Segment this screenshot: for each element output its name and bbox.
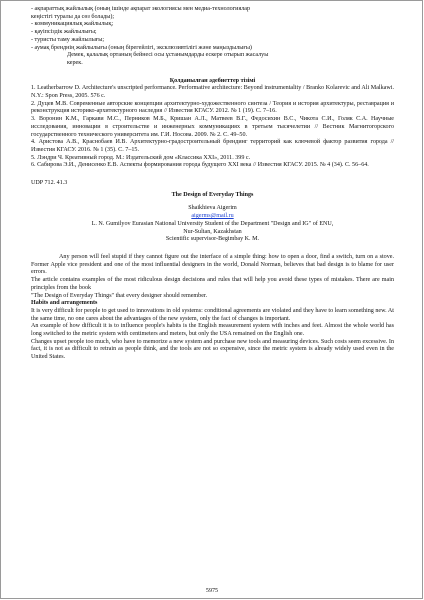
bullet-item: - туристы таму жайлылығы; xyxy=(31,36,105,43)
page-content xyxy=(31,6,394,362)
conclusion-line: керек. xyxy=(67,59,83,66)
bullet-item: - коммуникациялық жайлылық; xyxy=(31,21,114,28)
author-email-line xyxy=(31,213,394,221)
affiliation-line: Nur-Sultan, Kazakhstan xyxy=(183,228,242,235)
article-title: The Design of Everyday Things xyxy=(171,191,254,198)
reference-item: 4. Аристова А.В., Краснобаев И.В. Архитектурно-градостроительный брендинг территорий как ключевой фактор развития города // Известия КГАСУ. 2016. № 1 (35). С. 7–15. xyxy=(31,139,394,153)
reference-item: 6. Сабирова Э.И., Денисенко Е.В. Аспекты формирования города будущего XXI века // Известия КГАСУ. 2015. № 4 (34). С. 56–64. xyxy=(31,162,369,169)
intro-paragraph: The article contains examples of the most ridiculous design decisions and rules that will help you avoid these types of mistakes. There are main principles from the book xyxy=(31,277,394,291)
reference-item: 2. Дуцев М.В. Современные авторские концепции архитектурно-художественного синтеза / Теория и история архитектуры, реставрация и реконструкция историко-архитектурного наследия // Известия КГАСУ. 2012. № 1 (19). С. 7–16. xyxy=(31,100,394,115)
intro-paragraph: "The Design of Everyday Things" that every designer should remember. xyxy=(31,292,208,299)
reference-list xyxy=(31,85,394,170)
author-email-link[interactable]: aigerms@mail.ru xyxy=(191,213,234,220)
intro-paragraph: Any person will feel stupid if they cannot figure out the interface of a simple thing: how to open a door, find a switch, turn on a stove. Former Apple vice president and one of the most influential designers in the world, Donald Norman, believes that bad design is to blame for user errors. xyxy=(31,253,394,276)
bullet-item: - аумақ бренднің жайлылығы (оның бірегейлігі, эксклюзивтілігі және маңыздылығы) xyxy=(31,44,252,51)
bullet-item: - қауіпсіздік жайлылығы; xyxy=(31,29,97,36)
section-heading: Habits and arrangements xyxy=(31,300,98,307)
reference-item: 1. Leatherbarrow D. Architecture's unscripted performance. Performative architecture: Beyond instrumentality / Branko Kolarevic and Ali Malkawi. N.Y.: Spon Press, 2005. 576 с. xyxy=(31,85,394,100)
affiliation-line: L. N. Gumilyov Eurasian National University Student of the Department "Design and IG" of ENU, xyxy=(91,220,334,227)
bullet-item: кеңістігі туралы да сөз болады); xyxy=(31,13,115,20)
udc-code: UDP 712. 41.3 xyxy=(31,180,68,187)
body-paragraph: It is very difficult for people to get used to innovations in old systems: conditional agreements are violated and they have to learn something new. At the same time, no one cares about the advantages of the new system, only the fact of changes is important. xyxy=(31,307,394,322)
bullet-item: - ақпараттық жайлылық (оның ішінде ақпарат экологиясы мен медиа-технологиялар xyxy=(31,6,251,12)
body-paragraph: Changes upset people too much, who have to memorize a new system and purchase new tools and measuring devices. Such costs seem excessive. In fact, it is not as difficult to retrain as people think, and the tools are not so expensive, since the metric system is already widely used even in the United States. xyxy=(31,338,394,361)
supervisor-line: Scientific supervisor-Begimbay K. M. xyxy=(165,236,260,243)
references-heading: Қолданылған әдебиеттер тізімі xyxy=(169,77,256,84)
author-name: Shaikhieva Aigerim xyxy=(188,205,237,212)
reference-item: 3. Воронин К.М., Гаркави М.С., Перников М.Б., Кришан А.Л., Матвеев В.Г., Федосихин В.С., Чикота С.И., Голяк С.А. Научные исследования, инновации в строительстве и инженерных коммуникациях в третьем тысячелетии // Вестник Магнитогорского государственного технического университета им. Г.И. Носова. 2009. № 2. С. 49–50. xyxy=(31,116,394,138)
page-number: 5975 xyxy=(205,588,219,594)
reference-item: 5. Лэндри Ч. Креативный город. М.: Издательский дом «Классика XXI», 2011. 399 с. xyxy=(31,154,251,161)
bullet-list xyxy=(31,6,394,68)
conclusion-line: Демек, қалалық ортаның бейнесі осы ұстанымдарды ескере отырып жасалуы xyxy=(67,52,269,59)
body-paragraph: An example of how difficult it is to influence people's habits is the English measurement system with inches and feet. Almost the whole world has long switched to the metric system with centimeters and meters, but only the USA remained on the English one. xyxy=(31,323,394,338)
